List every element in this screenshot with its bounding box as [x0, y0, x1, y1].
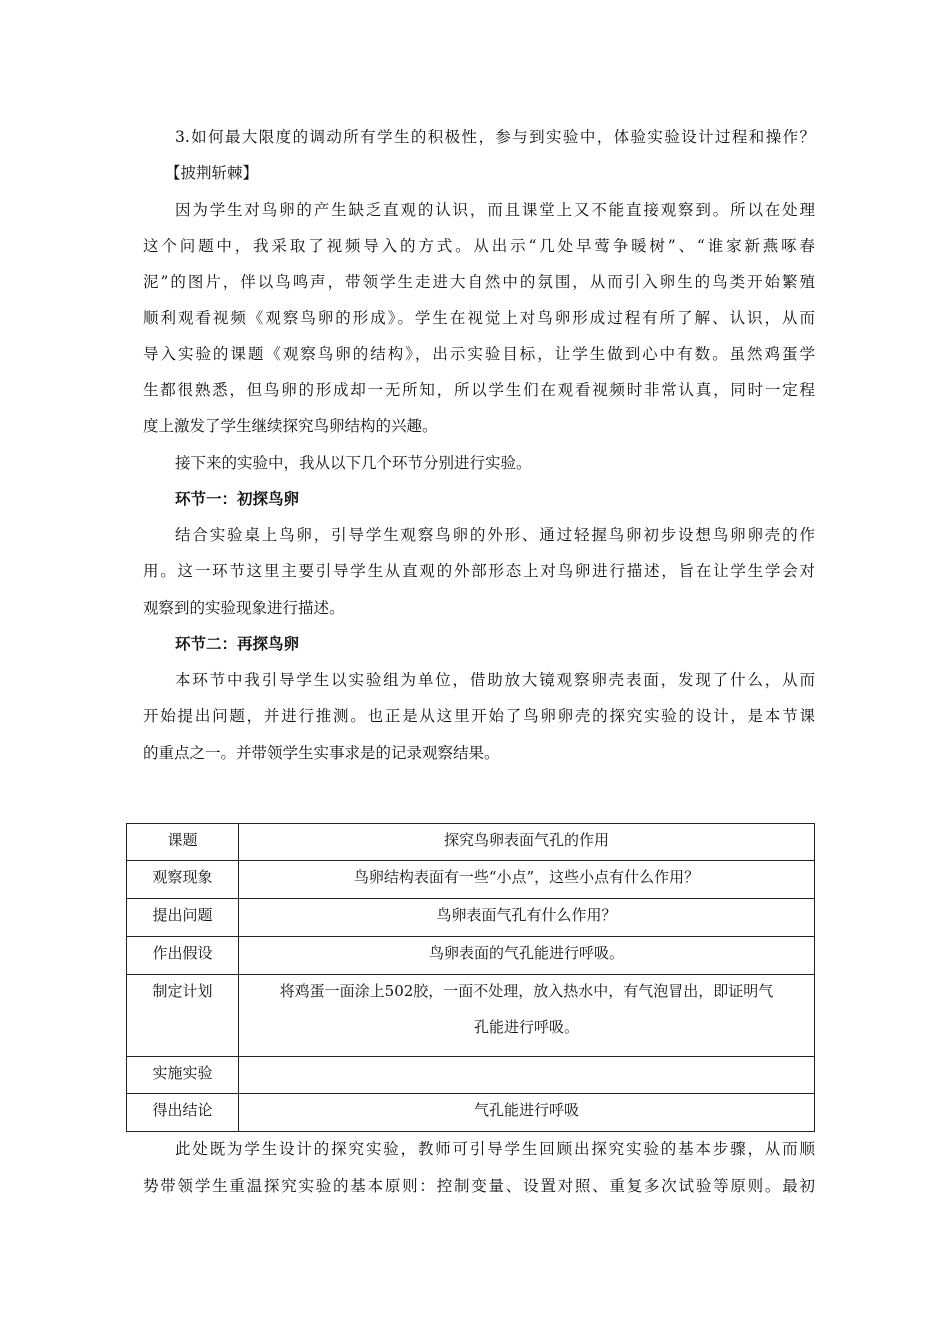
para1-line: 顺利观看视频《观察鸟卵的形成》。学生在视觉上对鸟卵形成过程有所了解、认识，从而	[143, 309, 815, 327]
para1-line: 这个问题中，我采取了视频导入的方式。从出示“几处早莺争暖树”、“谁家新燕啄春	[143, 237, 815, 255]
step1-line: 用。这一环节这里主要引导学生从直观的外部形态上对鸟卵进行描述，旨在让学生学会对	[143, 562, 815, 580]
step1-title: 环节一：初探鸟卵	[175, 490, 300, 508]
step2-title: 环节二：再探鸟卵	[175, 635, 300, 653]
row-key: 课题	[127, 824, 239, 861]
step2-line: 的重点之一。并带领学生实事求是的记录观察结果。	[143, 744, 500, 762]
para1-line: 生都很熟悉，但鸟卵的形成却一无所知，所以学生们在观看视频时非常认真，同时一定程	[143, 381, 815, 399]
para1-line: 导入实验的课题《观察鸟卵的结构》，出示实验目标，让学生做到心中有数。虽然鸡蛋学	[143, 345, 815, 363]
row-value: 探究鸟卵表面气孔的作用	[239, 824, 815, 861]
row-value: 鸟卵结构表面有一些“小点”，这些小点有什么作用？	[239, 861, 815, 899]
row-key: 制定计划	[127, 975, 239, 1057]
para1-line: 泥”的图片，伴以鸟鸣声，带领学生走进大自然中的氛围，从而引入卵生的鸟类开始繁殖	[143, 273, 815, 291]
table-row	[127, 824, 815, 861]
table-row	[127, 1094, 815, 1132]
table-row	[127, 861, 815, 899]
table-row	[127, 1057, 815, 1094]
row-key: 作出假设	[127, 937, 239, 975]
row-value: 气孔能进行呼吸	[239, 1094, 815, 1132]
section-title: 【披荆斩棘】	[165, 164, 259, 182]
experiment-table	[126, 823, 815, 1132]
para3-line: 此处既为学生设计的探究实验，教师可引导学生回顾出探究实验的基本步骤，从而顺	[175, 1140, 815, 1158]
row-value: 将鸡蛋一面涂上502胶，一面不处理，放入热水中，有气泡冒出，即证明气 孔能进行呼吸。	[239, 975, 815, 1057]
row-key: 观察现象	[127, 861, 239, 899]
row-value	[239, 1057, 815, 1094]
step2-line: 本环节中我引导学生以实验组为单位，借助放大镜观察卵壳表面，发现了什么，从而	[175, 671, 815, 689]
row-key: 提出问题	[127, 899, 239, 937]
para3-line: 势带领学生重温探究实验的基本原则：控制变量、设置对照、重复多次试验等原则。最初	[143, 1177, 815, 1195]
step1-line: 观察到的实验现象进行描述。	[143, 599, 345, 617]
step1-line: 结合实验桌上鸟卵，引导学生观察鸟卵的外形、通过轻握鸟卵初步设想鸟卵卵壳的作	[175, 526, 815, 544]
row-value: 鸟卵表面气孔有什么作用？	[239, 899, 815, 937]
para1-line: 因为学生对鸟卵的产生缺乏直观的认识，而且课堂上又不能直接观察到。所以在处理	[175, 201, 815, 219]
para2: 接下来的实验中，我从以下几个环节分别进行实验。	[175, 454, 532, 472]
intro-question: 3.如何最大限度的调动所有学生的积极性，参与到实验中，体验实验设计过程和操作？	[175, 128, 815, 146]
row-key: 实施实验	[127, 1057, 239, 1094]
step2-line: 开始提出问题，并进行推测。也正是从这里开始了鸟卵卵壳的探究实验的设计，是本节课	[143, 707, 815, 725]
para1-line: 度上激发了学生继续探究鸟卵结构的兴趣。	[143, 417, 438, 435]
table-row	[127, 899, 815, 937]
row-value: 鸟卵表面的气孔能进行呼吸。	[239, 937, 815, 975]
row-key: 得出结论	[127, 1094, 239, 1132]
table-row	[127, 937, 815, 975]
table-row	[127, 975, 815, 1057]
